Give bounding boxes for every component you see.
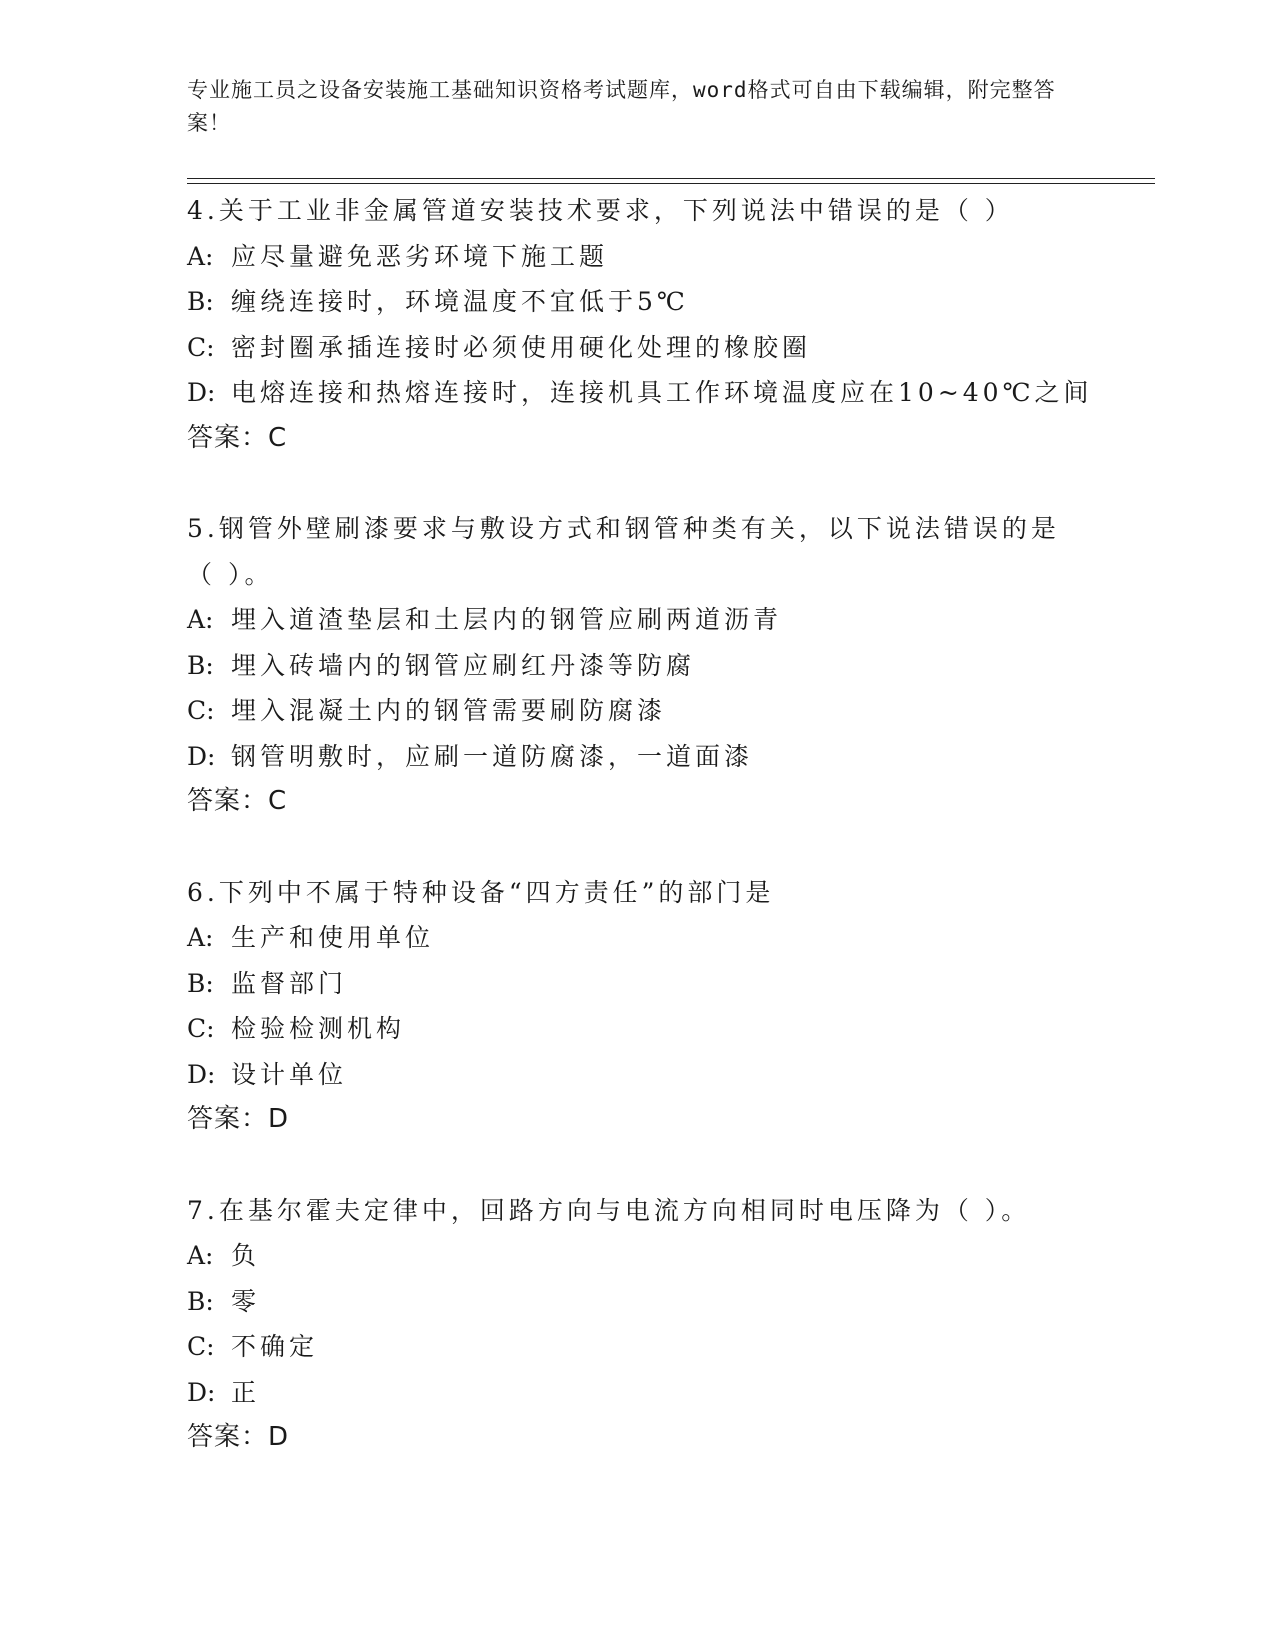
option-letter: D: — [187, 1377, 216, 1407]
option-d — [187, 734, 1067, 780]
option-letter: C: — [187, 696, 215, 725]
option-text: 密封圈承插连接时必须使用硬化处理的橡胶圈 — [231, 332, 812, 362]
option-text: 缠绕连接时，环境温度不宜低于5℃ — [231, 287, 689, 316]
option-d — [187, 1052, 1067, 1098]
answer-line: 答案：C — [187, 422, 288, 453]
answer-line: 答案：D — [187, 1104, 290, 1134]
option-letter: D: — [187, 378, 216, 407]
option-text: 埋入道渣垫层和土层内的钢管应刷两道沥青 — [231, 605, 783, 634]
option-b — [187, 643, 1067, 689]
question-list — [187, 188, 1093, 1506]
option-text: 生产和使用单位 — [231, 923, 435, 952]
question-stem: 6.下列中不属于特种设备“四方责任”的部门是 — [187, 877, 775, 907]
question-stem: 4.关于工业非金属管道安装技术要求，下列说法中错误的是（ ） — [187, 196, 1014, 225]
option-letter: B: — [187, 650, 214, 680]
option-text: 设计单位 — [231, 1059, 348, 1089]
option-letter: A: — [187, 241, 214, 271]
option-letter: A: — [187, 1241, 214, 1270]
question-4 — [187, 188, 1093, 461]
option-text: 正 — [231, 1377, 261, 1407]
option-text: 不确定 — [231, 1332, 319, 1361]
option-text: 检验检测机构 — [231, 1014, 406, 1043]
option-letter: C: — [187, 1332, 215, 1361]
option-b — [187, 961, 1067, 1007]
header-note: 专业施工员之设备安装施工基础知识资格考试题库，word格式可自由下载编辑，附完整答案！ — [187, 78, 1056, 135]
option-letter: A: — [187, 605, 214, 634]
option-text: 零 — [231, 1286, 261, 1316]
question-stem: 7.在基尔霍夫定律中，回路方向与电流方向相同时电压降为（ ）。 — [187, 1195, 1031, 1225]
answer-line: 答案：D — [187, 1422, 290, 1452]
question-5 — [187, 506, 1067, 825]
option-c — [187, 1324, 1067, 1370]
header-rule-top — [187, 178, 1155, 179]
option-text: 钢管明敷时，应刷一道防腐漆，一道面漆 — [231, 741, 754, 771]
option-a — [187, 1233, 1067, 1279]
option-c — [187, 325, 1067, 371]
question-stem: 5.钢管外壁刷漆要求与敷设方式和钢管种类有关，以下说法错误的是（ ）。 — [187, 514, 1060, 589]
option-text: 电熔连接和热熔连接时，连接机具工作环境温度应在10~40℃之间 — [231, 378, 1093, 407]
option-a — [187, 234, 1067, 280]
option-text: 应尽量避免恶劣环境下施工题 — [231, 241, 609, 271]
option-letter: D: — [187, 1059, 216, 1089]
option-letter: C: — [187, 332, 215, 362]
option-letter: C: — [187, 1014, 215, 1043]
option-text: 负 — [231, 1241, 261, 1270]
option-d — [187, 1370, 1067, 1416]
option-b — [187, 1279, 1067, 1325]
header-rule-bottom — [187, 183, 1155, 184]
option-letter: B: — [187, 968, 214, 998]
question-7 — [187, 1188, 1067, 1461]
option-text: 埋入混凝土内的钢管需要刷防腐漆 — [231, 696, 667, 725]
option-a — [187, 915, 1067, 961]
option-letter: A: — [187, 923, 214, 952]
option-a — [187, 597, 1067, 643]
option-d — [187, 370, 1093, 416]
option-letter: B: — [187, 1286, 214, 1316]
option-text: 监督部门 — [231, 968, 348, 998]
answer-line: 答案：C — [187, 786, 288, 816]
option-letter: D: — [187, 741, 216, 771]
option-b — [187, 279, 1067, 325]
option-c — [187, 1006, 1067, 1052]
question-6 — [187, 870, 1067, 1143]
option-letter: B: — [187, 287, 214, 316]
option-text: 埋入砖墙内的钢管应刷红丹漆等防腐 — [231, 650, 696, 680]
option-c — [187, 688, 1067, 734]
